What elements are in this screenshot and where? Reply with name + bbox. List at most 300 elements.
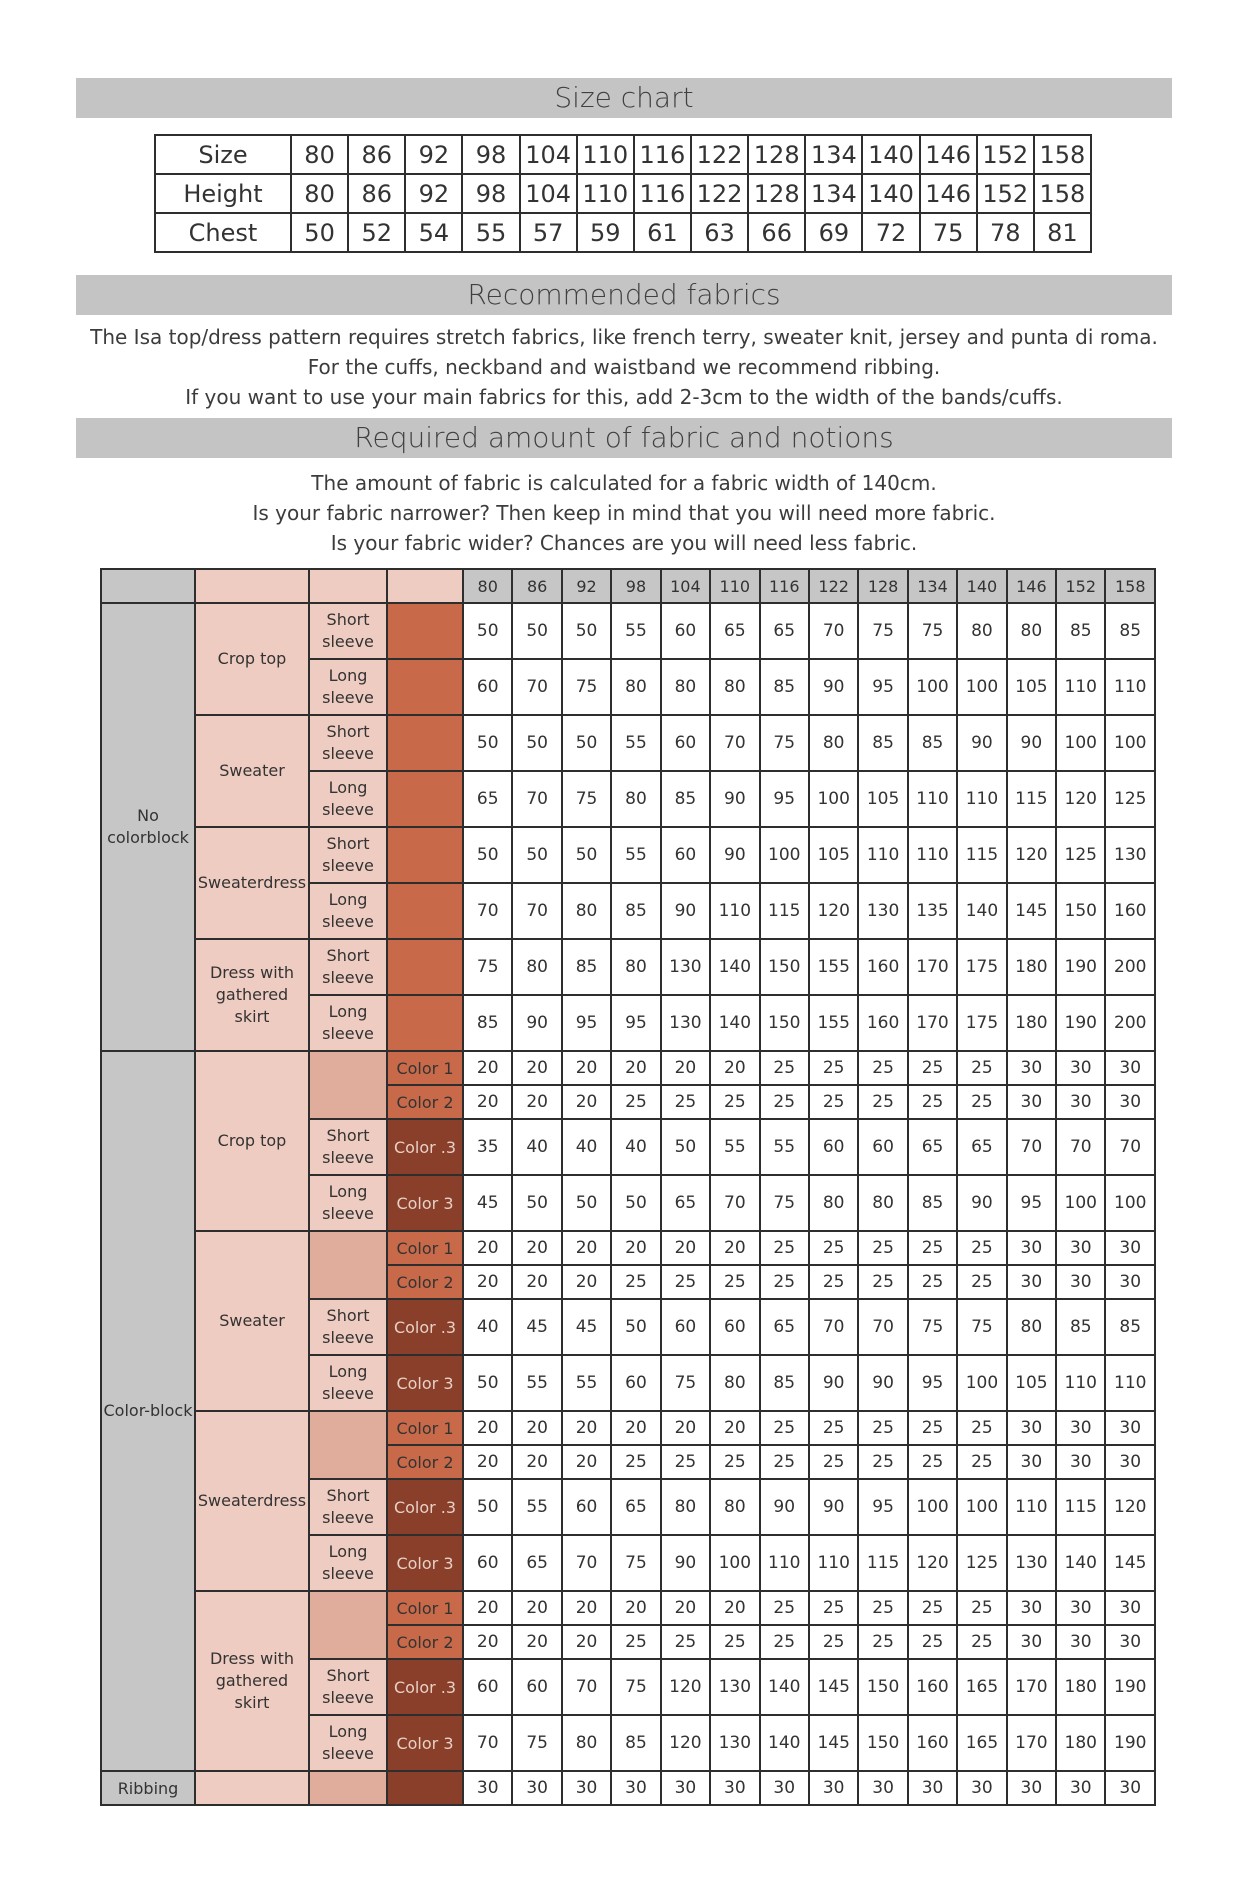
size-chart-row-label: Height [155,174,291,213]
amount-cell: 60 [463,659,512,715]
amount-cell: 25 [760,1051,809,1085]
size-chart-cell: 110 [577,174,634,213]
amount-cell: 100 [1105,715,1155,771]
color-label: Color 1 [387,1051,463,1085]
size-chart-cell: 54 [405,213,462,252]
amount-cell: 50 [512,1175,561,1231]
color-label: Color .3 [387,1659,463,1715]
color-swatch [387,659,463,715]
garment-label: Sweater [195,1231,309,1411]
amount-cell: 25 [661,1085,710,1119]
amount-cell: 95 [1007,1175,1056,1231]
amount-cell: 30 [611,1771,660,1805]
color-swatch [387,939,463,995]
amount-cell: 90 [760,1479,809,1535]
amount-cell: 160 [908,1659,957,1715]
color-label: Color 3 [387,1355,463,1411]
size-chart-row-label: Chest [155,213,291,252]
amount-cell: 95 [908,1355,957,1411]
sleeve-blank [309,1231,387,1299]
amount-cell: 20 [661,1051,710,1085]
amount-cell: 55 [512,1479,561,1535]
amount-cell: 20 [710,1231,759,1265]
amount-cell: 65 [661,1175,710,1231]
amount-cell: 80 [957,603,1006,659]
amount-cell: 80 [562,1715,611,1771]
amount-cell: 125 [1056,827,1105,883]
amount-cell: 80 [809,715,858,771]
amount-cell: 20 [512,1411,561,1445]
amount-cell: 65 [760,603,809,659]
amount-cell: 70 [512,771,561,827]
amount-cell: 130 [1105,827,1155,883]
size-chart-cell: 146 [920,135,977,174]
amount-cell: 120 [1056,771,1105,827]
amount-cell: 85 [1105,1299,1155,1355]
amount-cell: 130 [710,1715,759,1771]
amount-cell: 30 [957,1771,1006,1805]
amount-cell: 170 [908,939,957,995]
amount-cell: 110 [809,1535,858,1591]
amount-cell: 25 [760,1625,809,1659]
amount-cell: 50 [661,1119,710,1175]
amount-cell: 25 [809,1591,858,1625]
amount-cell: 25 [809,1231,858,1265]
sleeve-blank [309,1411,387,1479]
sleeve-label: Short sleeve [309,1119,387,1175]
fabric-row [101,715,1155,771]
size-chart-cell: 158 [1034,174,1091,213]
amount-cell: 85 [1056,1299,1105,1355]
amount-cell: 25 [957,1051,1006,1085]
size-header-cell: 104 [661,569,710,603]
size-chart-cell: 66 [748,213,805,252]
amount-cell: 25 [858,1591,907,1625]
amount-cell: 20 [611,1231,660,1265]
amount-cell: 140 [710,995,759,1051]
amount-cell: 20 [512,1231,561,1265]
amount-cell: 100 [710,1535,759,1591]
amount-cell: 100 [760,827,809,883]
amount-cell: 130 [858,883,907,939]
amount-cell: 20 [710,1051,759,1085]
amount-cell: 80 [611,771,660,827]
amount-cell: 25 [908,1445,957,1479]
amount-cell: 30 [1056,1231,1105,1265]
amount-cell: 30 [1056,1771,1105,1805]
amount-cell: 30 [1007,1445,1056,1479]
amount-description [76,468,1172,558]
amount-cell: 120 [809,883,858,939]
size-header-cell: 80 [463,569,512,603]
amount-cell: 80 [512,939,561,995]
amount-cell: 30 [1105,1591,1155,1625]
amount-cell: 180 [1007,995,1056,1051]
amount-cell: 25 [611,1085,660,1119]
sleeve-label: Short sleeve [309,1659,387,1715]
amount-cell: 25 [809,1085,858,1119]
sleeve-blank [309,1591,387,1659]
amount-cell: 155 [809,939,858,995]
amount-cell: 85 [760,659,809,715]
amount-cell: 105 [858,771,907,827]
amount-cell: 80 [661,1479,710,1535]
amount-cell: 150 [760,995,809,1051]
amount-cell: 85 [908,1175,957,1231]
amount-cell: 20 [562,1051,611,1085]
size-chart-cell: 86 [348,174,405,213]
amount-cell: 25 [611,1625,660,1659]
amount-cell: 130 [661,939,710,995]
fabrics-description [76,322,1172,412]
amount-cell: 140 [710,939,759,995]
amount-cell: 25 [957,1625,1006,1659]
amount-cell: 50 [463,1355,512,1411]
amount-cell: 30 [710,1771,759,1805]
amount-cell: 140 [1056,1535,1105,1591]
amount-cell: 75 [760,715,809,771]
garment-label: Sweater [195,715,309,827]
amount-cell: 25 [809,1051,858,1085]
amount-cell: 190 [1105,1715,1155,1771]
fabric-row [101,1591,1155,1625]
amount-cell: 170 [908,995,957,1051]
amount-cell: 85 [1105,603,1155,659]
color-label: Color .3 [387,1119,463,1175]
amount-cell: 60 [463,1535,512,1591]
amount-cell: 110 [1056,1355,1105,1411]
amount-line: Is your fabric wider? Chances are you will need less fabric. [330,531,918,555]
amount-cell: 25 [809,1411,858,1445]
size-chart-cell: 92 [405,135,462,174]
size-chart-cell: 50 [291,213,348,252]
amount-cell: 30 [1007,1591,1056,1625]
amount-cell: 25 [809,1265,858,1299]
amount-cell: 25 [760,1265,809,1299]
amount-cell: 105 [1007,1355,1056,1411]
amount-cell: 30 [512,1771,561,1805]
fabric-row [101,1051,1155,1085]
amount-cell: 100 [1056,1175,1105,1231]
amount-cell: 145 [1105,1535,1155,1591]
amount-cell: 55 [760,1119,809,1175]
amount-cell: 30 [1007,1265,1056,1299]
amount-cell: 20 [611,1591,660,1625]
color-label: Color 2 [387,1085,463,1119]
size-header-cell: 92 [562,569,611,603]
amount-cell: 140 [957,883,1006,939]
size-chart-cell: 134 [805,174,862,213]
fabric-row [101,1411,1155,1445]
amount-cell: 80 [1007,603,1056,659]
amount-cell: 90 [710,771,759,827]
size-chart-cell: 72 [862,213,919,252]
amount-cell: 95 [858,1479,907,1535]
amount-cell: 110 [710,883,759,939]
amount-cell: 40 [463,1299,512,1355]
amount-cell: 70 [512,883,561,939]
amount-cell: 70 [1105,1119,1155,1175]
amount-cell: 145 [1007,883,1056,939]
amount-cell: 25 [809,1445,858,1479]
color-label: Color .3 [387,1479,463,1535]
amount-cell: 85 [760,1355,809,1411]
size-header-cell: 86 [512,569,561,603]
amount-cell: 100 [1105,1175,1155,1231]
amount-cell: 85 [661,771,710,827]
amount-cell: 50 [512,715,561,771]
size-chart-cell: 146 [920,174,977,213]
amount-cell: 105 [809,827,858,883]
amount-cell: 60 [611,1355,660,1411]
size-chart-cell: 52 [348,213,405,252]
amount-cell: 20 [463,1625,512,1659]
amount-cell: 110 [760,1535,809,1591]
size-chart-cell: 116 [634,174,691,213]
amount-cell: 25 [908,1051,957,1085]
amount-cell: 65 [710,603,759,659]
amount-cell: 20 [512,1591,561,1625]
amount-cell: 20 [562,1231,611,1265]
amount-cell: 75 [562,659,611,715]
size-chart-cell: 78 [977,213,1034,252]
color-label: Color 2 [387,1625,463,1659]
amount-cell: 20 [562,1085,611,1119]
amount-cell: 80 [710,1479,759,1535]
amount-cell: 60 [661,603,710,659]
amount-cell: 90 [858,1355,907,1411]
amount-cell: 175 [957,939,1006,995]
amount-cell: 30 [1105,1265,1155,1299]
size-header-cell: 128 [858,569,907,603]
amount-cell: 170 [1007,1659,1056,1715]
amount-cell: 75 [611,1659,660,1715]
amount-cell: 60 [710,1299,759,1355]
amount-cell: 30 [1056,1411,1105,1445]
amount-cell: 65 [463,771,512,827]
amount-cell: 20 [512,1445,561,1479]
amount-cell: 25 [957,1411,1006,1445]
amount-cell: 50 [611,1299,660,1355]
amount-cell: 30 [1056,1445,1105,1479]
amount-cell: 25 [809,1625,858,1659]
amount-cell: 110 [858,827,907,883]
amount-cell: 30 [1105,1771,1155,1805]
amount-cell: 60 [661,827,710,883]
amount-cell: 130 [661,995,710,1051]
amount-cell: 25 [760,1085,809,1119]
amount-cell: 160 [1105,883,1155,939]
amount-cell: 180 [1056,1715,1105,1771]
amount-cell: 85 [463,995,512,1051]
amount-cell: 20 [512,1625,561,1659]
amount-cell: 95 [611,995,660,1051]
amount-cell: 150 [858,1659,907,1715]
amount-cell: 65 [908,1119,957,1175]
amount-cell: 85 [611,883,660,939]
amount-cell: 145 [809,1659,858,1715]
amount-cell: 50 [463,1479,512,1535]
size-chart-cell: 80 [291,135,348,174]
amount-cell: 30 [463,1771,512,1805]
amount-cell: 130 [1007,1535,1056,1591]
amount-cell: 70 [710,715,759,771]
amount-cell: 70 [858,1299,907,1355]
size-chart-heading: Size chart [76,78,1172,118]
fabric-row [101,603,1155,659]
amount-cell: 75 [562,771,611,827]
amount-cell: 70 [809,603,858,659]
garment-label: Dress with gathered skirt [195,939,309,1051]
amount-cell: 50 [611,1175,660,1231]
size-chart-table [154,134,1092,253]
color-label: Color 2 [387,1265,463,1299]
amount-cell: 25 [957,1445,1006,1479]
size-chart-cell: 92 [405,174,462,213]
size-chart-row-label: Size [155,135,291,174]
size-chart-cell: 104 [520,135,577,174]
ribbing-row [101,1771,1155,1805]
amount-cell: 25 [710,1265,759,1299]
garment-label: Dress with gathered skirt [195,1591,309,1771]
size-chart-cell: 128 [748,135,805,174]
amount-cell: 80 [611,939,660,995]
amount-cell: 40 [611,1119,660,1175]
amount-cell: 25 [858,1411,907,1445]
amount-cell: 20 [512,1051,561,1085]
sleeve-label: Short sleeve [309,715,387,771]
amount-cell: 25 [858,1265,907,1299]
garment-label: Sweaterdress [195,827,309,939]
amount-cell: 160 [908,1715,957,1771]
amount-cell: 25 [760,1231,809,1265]
amount-line: Is your fabric narrower? Then keep in mind that you will need more fabric. [252,501,996,525]
amount-cell: 115 [1056,1479,1105,1535]
color-swatch [387,827,463,883]
size-chart-cell: 98 [462,135,519,174]
amount-cell: 25 [908,1411,957,1445]
amount-cell: 180 [1056,1659,1105,1715]
amount-cell: 90 [809,659,858,715]
amount-cell: 55 [562,1355,611,1411]
sleeve-label: Long sleeve [309,995,387,1051]
amount-cell: 75 [611,1535,660,1591]
amount-cell: 30 [1007,1231,1056,1265]
amount-cell: 190 [1056,939,1105,995]
amount-cell: 70 [1056,1119,1105,1175]
amount-cell: 100 [809,771,858,827]
amount-cell: 25 [611,1265,660,1299]
color-swatch [387,995,463,1051]
amount-cell: 90 [661,1535,710,1591]
fabric-row [101,827,1155,883]
amount-cell: 20 [611,1051,660,1085]
fabric-row [101,939,1155,995]
amount-cell: 25 [858,1231,907,1265]
amount-cell: 65 [611,1479,660,1535]
size-chart-cell: 86 [348,135,405,174]
header-blank [101,569,195,603]
amount-cell: 95 [760,771,809,827]
amount-cell: 30 [562,1771,611,1805]
amount-cell: 20 [562,1265,611,1299]
amount-cell: 60 [858,1119,907,1175]
amount-cell: 80 [710,659,759,715]
color-label: Color 3 [387,1535,463,1591]
amount-cell: 60 [661,715,710,771]
amount-cell: 60 [809,1119,858,1175]
amount-cell: 140 [760,1659,809,1715]
amount-cell: 30 [760,1771,809,1805]
size-chart-cell: 59 [577,213,634,252]
amount-cell: 70 [710,1175,759,1231]
amount-cell: 100 [908,659,957,715]
amount-cell: 30 [1056,1265,1105,1299]
sleeve-label: Long sleeve [309,1715,387,1771]
amount-cell: 35 [463,1119,512,1175]
amount-cell: 30 [1105,1085,1155,1119]
amount-cell: 25 [661,1265,710,1299]
sleeve-label: Long sleeve [309,1535,387,1591]
group-label-ribbing: Ribbing [101,1771,195,1805]
amount-cell: 100 [1056,715,1105,771]
garment-label: Crop top [195,603,309,715]
size-chart-cell: 80 [291,174,348,213]
amount-cell: 80 [611,659,660,715]
amount-cell: 50 [562,603,611,659]
amount-cell: 75 [957,1299,1006,1355]
amount-cell: 110 [957,771,1006,827]
sleeve-label: Short sleeve [309,603,387,659]
size-chart-cell: 61 [634,213,691,252]
amount-cell: 60 [562,1479,611,1535]
amount-cell: 125 [957,1535,1006,1591]
amount-cell: 80 [1007,1299,1056,1355]
amount-cell: 20 [661,1411,710,1445]
amount-cell: 30 [809,1771,858,1805]
amount-cell: 25 [710,1445,759,1479]
amount-cell: 115 [957,827,1006,883]
amount-cell: 40 [512,1119,561,1175]
amount-cell: 20 [562,1411,611,1445]
amount-cell: 120 [661,1659,710,1715]
sleeve-label: Short sleeve [309,1479,387,1535]
size-chart-cell: 75 [920,213,977,252]
amount-cell: 150 [760,939,809,995]
size-chart-cell: 140 [862,174,919,213]
amount-cell: 30 [908,1771,957,1805]
amount-cell: 25 [908,1591,957,1625]
amount-cell: 20 [562,1625,611,1659]
amount-cell: 85 [858,715,907,771]
amount-cell: 70 [463,883,512,939]
sleeve-blank [309,1051,387,1119]
amount-cell: 50 [463,603,512,659]
amount-cell: 90 [809,1355,858,1411]
size-chart-cell: 116 [634,135,691,174]
amount-cell: 110 [1105,1355,1155,1411]
size-chart-cell: 128 [748,174,805,213]
amount-cell: 110 [1105,659,1155,715]
size-chart-row [155,135,1091,174]
amount-cell: 75 [661,1355,710,1411]
amount-cell: 80 [858,1175,907,1231]
amount-cell: 65 [512,1535,561,1591]
amount-cell: 150 [1056,883,1105,939]
amount-cell: 90 [957,715,1006,771]
sleeve-label: Long sleeve [309,1175,387,1231]
amount-cell: 55 [611,603,660,659]
